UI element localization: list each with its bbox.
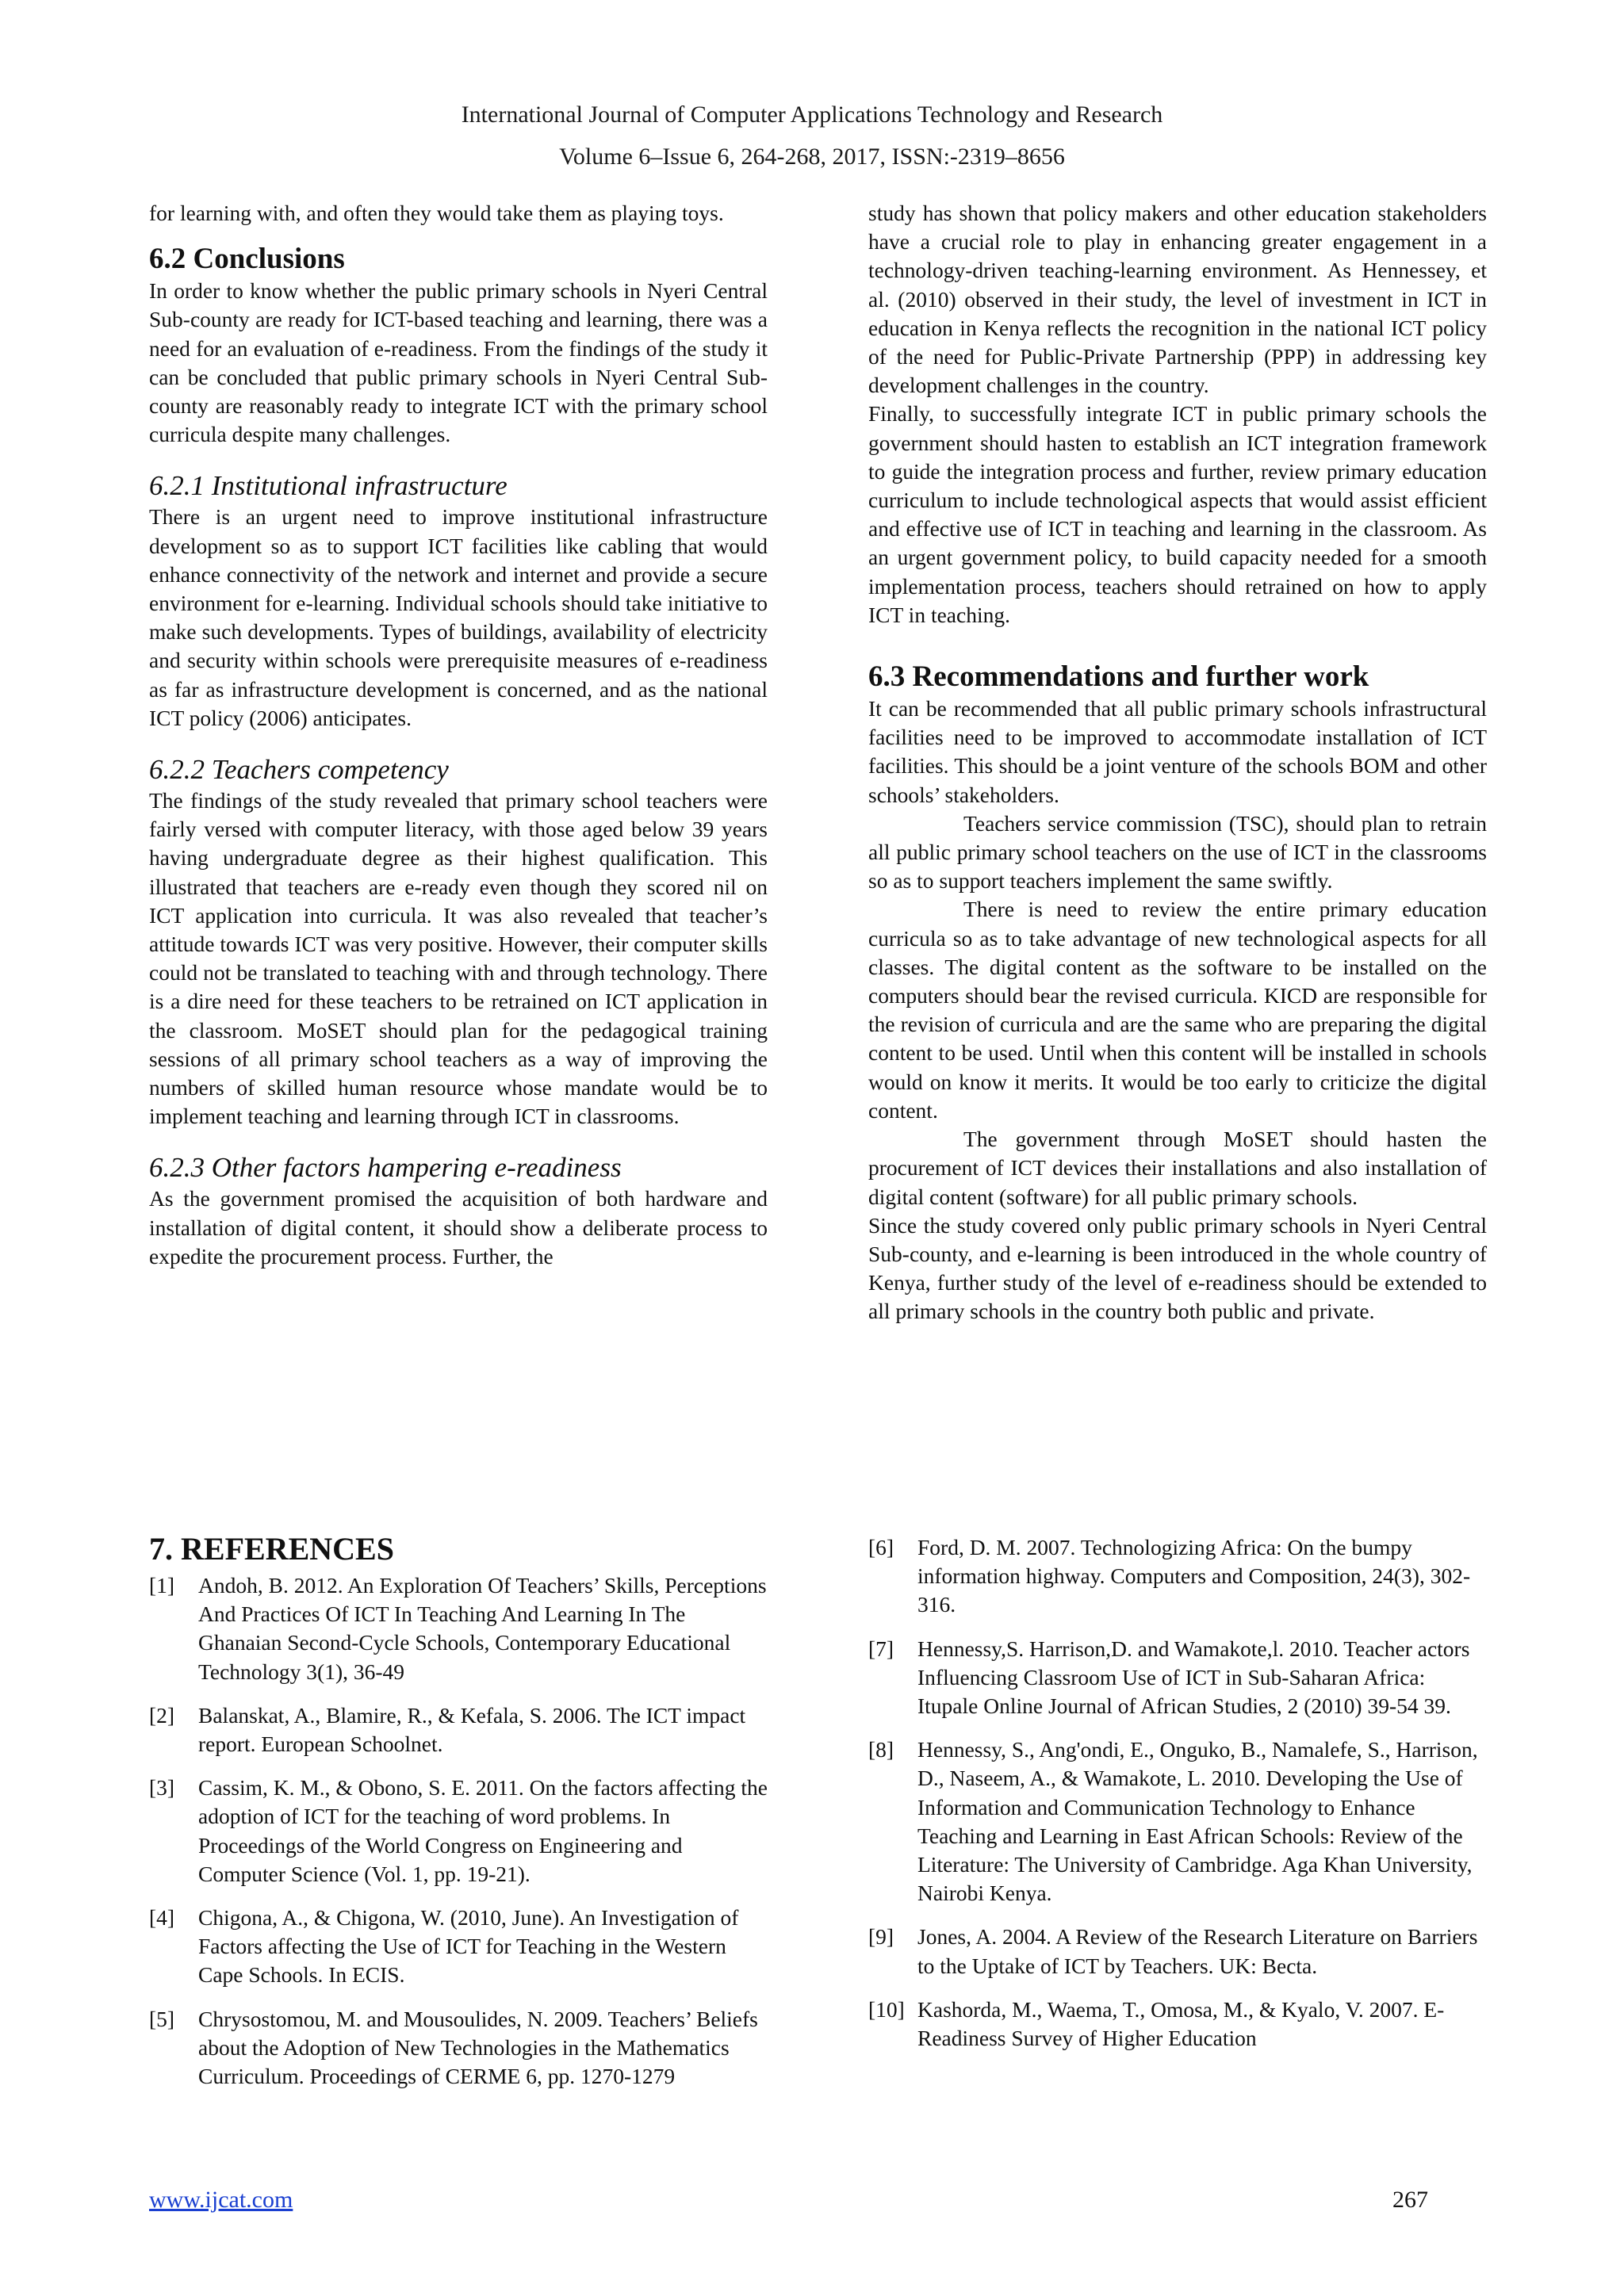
paragraph: As the government promised the acquisition of both hardware and installation of digital content, it should show a deliberate process to expedite the procurement process. Further, the [149,1186,768,1269]
reference-item: [6] Ford, D. M. 2007. Technologizing Africa: On the bumpy information highway. Computers and Composition, 24(3), 302-316. [868,1535,1471,1617]
references-heading: 7. REFERENCES [149,1531,394,1567]
paragraph: In order to know whether the public primary schools in Nyeri Central Sub-county are ready for ICT-based teaching and learning, there was a need for an evaluation of e-readiness. From the findings of the study it can be concluded that public primary schools in Nyeri Central Sub-county are reasonably ready to integrate ICT with the primary school curricula despite many challenges. [149,278,768,447]
subsection-heading-6-2-3: 6.2.3 Other factors hampering e-readiness [149,1152,622,1184]
left-column [149,199,768,1271]
paragraph: Since the study covered only public primary schools in Nyeri Central Sub-county, and e-learning is been introduced in the whole country of Kenya, further study of the level of e-readiness should be extended to all primary schools in the country both public and private. [868,1212,1487,1324]
references-right [868,1533,1487,2068]
reference-item: [7] Hennessy,S. Harrison,D. and Wamakote,l. 2010. Teacher actors Influencing Classroom Use of ICT in Sub-Saharan Africa: Itupale Online Journal of African Studies, 2 (2010) 39-54 39. [868,1636,1470,1719]
reference-item: [2] Balanskat, A., Blamire, R., & Kefala, S. 2006. The ICT impact report. European Schoolnet. [149,1702,746,1757]
website-link[interactable]: www.ijcat.com [149,2187,293,2213]
section-heading-6-3: 6.3 Recommendations and further work [868,660,1369,694]
subsection-heading-6-2-1: 6.2.1 Institutional infrastructure [149,470,508,502]
subsection-heading-6-2-2: 6.2.2 Teachers competency [149,754,449,786]
page-number: 267 [1392,2187,1428,2213]
reference-item: [8] Hennessy, S., Ang'ondi, E., Onguko, B., Namalefe, S., Harrison, D., Naseem, A., & Wamakote, L. 2010. Developing the Use of Information and Communication Technology to Enhance Teaching and Learning in East African Schools: Review of the Literature: The University of Cambridge. Aga Khan University, Nairobi Kenya. [868,1737,1478,1906]
paragraph: There is an urgent need to improve institutional infrastructure development so as to support ICT facilities like cabling that would enhance connectivity of the network and internet and provide a secure environment for e-learning. Individual schools should take initiative to make such developments. Types of buildings, availability of electricity and security within schools were prerequisite measures of e-readiness as far as infrastructure development is concerned, and as the national ICT policy (2006) anticipates. [149,504,768,730]
reference-item: [3] Cassim, K. M., & Obono, S. E. 2011. On the factors affecting the adoption of ICT for the teaching of word problems. In Proceedings of the World Congress on Engineering and Computer Science (Vol. 1, pp. 19-21). [149,1775,768,1886]
references-left [149,1571,768,2106]
reference-item: [5] Chrysostomou, M. and Mousoulides, N. 2009. Teachers’ Beliefs about the Adoption of New Technologies in the Mathematics Curriculum. Proceedings of CERME 6, pp. 1270-1279 [149,2006,758,2089]
reference-item: [10] Kashorda, M., Waema, T., Omosa, M., & Kyalo, V. 2007. E-Readiness Survey of Higher Education [868,1996,1445,2051]
paragraph: It can be recommended that all public primary schools infrastructural facilities need to be improved to accommodate installation of ICT facilities. This should be a joint venture of the schools BOM and other schools’ stakeholders. [868,696,1487,807]
right-column [868,199,1487,1326]
paragraph: Finally, to successfully integrate ICT in public primary schools the government should hasten to establish an ICT integration framework to guide the integration process and further, review primary education curriculum to include technological aspects that would assist efficient and effective use of ICT in teaching and learning in the classroom. As an urgent government policy, to build capacity needed for a smooth implementation process, teachers should retrained on how to apply ICT in teaching. [868,401,1487,627]
paragraph: The government through MoSET should hasten the procurement of ICT devices their installations and also installation of digital content (software) for all public primary schools. [868,1127,1487,1209]
section-heading-6-2: 6.2 Conclusions [149,243,345,276]
reference-item: [1] Andoh, B. 2012. An Exploration Of Teachers’ Skills, Perceptions And Practices Of ICT In Teaching And Learning In The Ghanaian Second-Cycle Schools, Contemporary Educational Technology 3(1), 36-49 [149,1573,767,1684]
paragraph: Teachers service commission (TSC), should plan to retrain all public primary school teachers on the use of ICT in the classrooms so as to support teachers implement the same swiftly. [868,810,1487,894]
paragraph: for learning with, and often they would take them as playing toys. [149,201,724,225]
paragraph: study has shown that policy makers and other education stakeholders have a crucial role to play in enhancing greater engagement in a technology-driven teaching-learning environment. As Hennessey, et al. (2010) observed in their study, the level of investment in ICT in education in Kenya reflects the recognition in the national ICT policy of the need for Public-Private Partnership (PPP) in addressing key development challenges in the country. [868,201,1487,398]
journal-title: International Journal of Computer Applications Technology and Research [461,101,1163,128]
reference-item: [4] Chigona, A., & Chigona, W. (2010, June). An Investigation of Factors affecting the Use of ICT for Teaching in the Western Cape Schools. In ECIS. [149,1905,739,1988]
reference-item: [9] Jones, A. 2004. A Review of the Research Literature on Barriers to the Uptake of ICT by Teachers. UK: Becta. [868,1924,1478,1978]
volume-line: Volume 6–Issue 6, 264-268, 2017, ISSN:-2319–8656 [559,144,1065,170]
paragraph: There is need to review the entire primary education curricula so as to take advantage of new technological aspects for all classes. The digital content as the software to be installed on the computers should bear the revised curricula. KICD are responsible for the revision of curricula and are the same who are preparing the digital content to be used. Until when this content will be installed in schools would on know it merits. It would be too early to criticize the digital content. [868,897,1487,1123]
paragraph: The findings of the study revealed that primary school teachers were fairly versed with computer literacy, with those aged below 39 years having undergraduate degree as their highest qualification. This illustrated that teachers are e-ready even though they scored nil on ICT application into curricula. It was also revealed that teacher’s attitude towards ICT was very positive. However, their computer skills could not be translated to teaching with and through technology. There is a dire need for these teachers to be retrained on ICT application in the classroom. MoSET should plan for the pedagogical training sessions of all primary school teachers as a way of improving the numbers of skilled human resource whose mandate would be to implement teaching and learning through ICT in classrooms. [149,788,768,1129]
